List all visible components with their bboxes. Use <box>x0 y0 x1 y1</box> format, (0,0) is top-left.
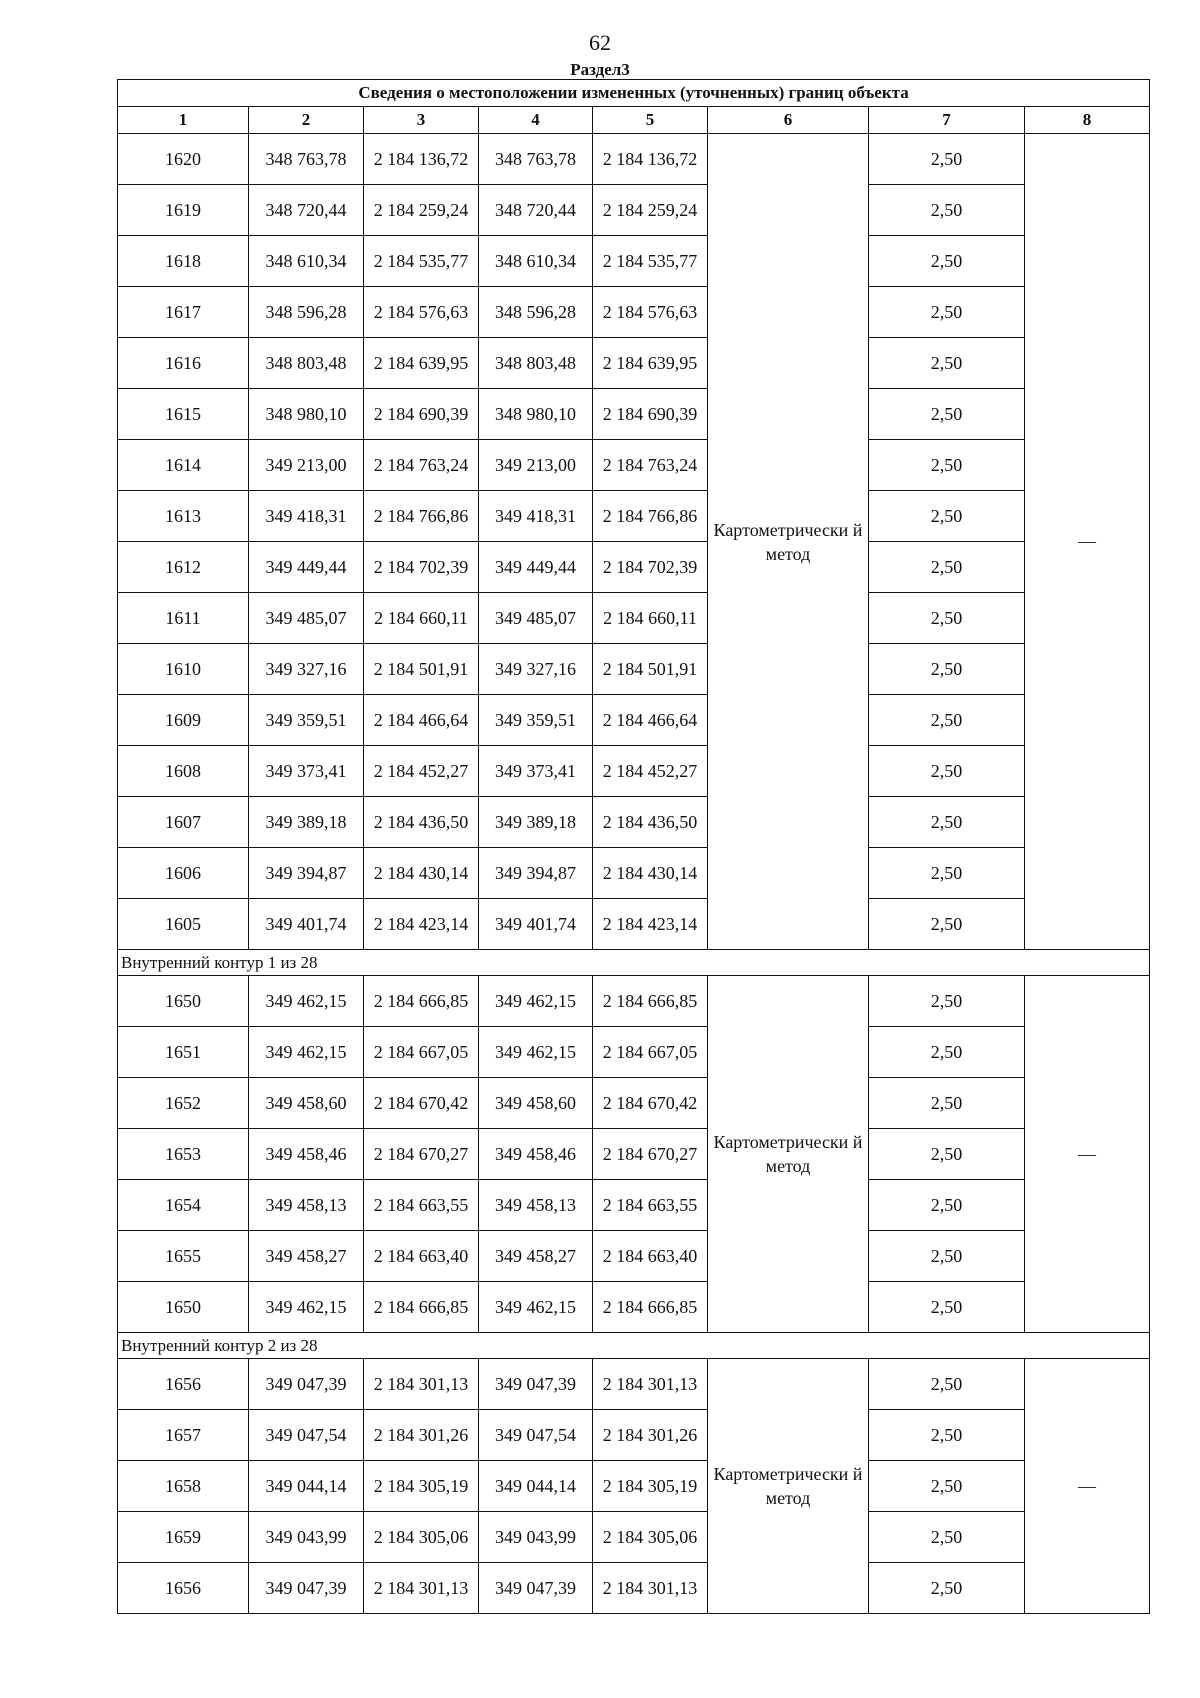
column-number: 5 <box>593 107 708 134</box>
column-number: 6 <box>708 107 869 134</box>
precision-cell: 2,50 <box>869 1027 1025 1078</box>
x-coordinate-cell: 349 462,15 <box>249 1282 364 1333</box>
precision-cell: 2,50 <box>869 899 1025 950</box>
precision-cell: 2,50 <box>869 976 1025 1027</box>
y-coordinate-cell: 2 184 501,91 <box>364 644 479 695</box>
x-coordinate-cell: 349 458,60 <box>249 1078 364 1129</box>
x-coordinate-cell: 349 047,39 <box>479 1359 593 1410</box>
table-row <box>118 976 1150 1027</box>
precision-cell: 2,50 <box>869 1410 1025 1461</box>
y-coordinate-cell: 2 184 576,63 <box>593 287 708 338</box>
y-coordinate-cell: 2 184 660,11 <box>364 593 479 644</box>
point-number-cell: 1614 <box>118 440 249 491</box>
precision-cell: 2,50 <box>869 287 1025 338</box>
y-coordinate-cell: 2 184 305,19 <box>593 1461 708 1512</box>
point-number-cell: 1616 <box>118 338 249 389</box>
y-coordinate-cell: 2 184 670,42 <box>593 1078 708 1129</box>
y-coordinate-cell: 2 184 301,13 <box>593 1563 708 1614</box>
point-number-cell: 1656 <box>118 1359 249 1410</box>
point-number-cell: 1653 <box>118 1129 249 1180</box>
column-number: 2 <box>249 107 364 134</box>
y-coordinate-cell: 2 184 663,55 <box>593 1180 708 1231</box>
y-coordinate-cell: 2 184 259,24 <box>593 185 708 236</box>
point-number-cell: 1615 <box>118 389 249 440</box>
x-coordinate-cell: 349 394,87 <box>479 848 593 899</box>
x-coordinate-cell: 349 458,46 <box>479 1129 593 1180</box>
x-coordinate-cell: 349 418,31 <box>249 491 364 542</box>
column-8-cell: — <box>1025 134 1150 950</box>
contour-subtitle: Внутренний контур 1 из 28 <box>118 950 1150 976</box>
y-coordinate-cell: 2 184 466,64 <box>364 695 479 746</box>
table-row <box>118 542 1150 593</box>
y-coordinate-cell: 2 184 702,39 <box>364 542 479 593</box>
point-number-cell: 1651 <box>118 1027 249 1078</box>
table-row <box>118 1078 1150 1129</box>
precision-cell: 2,50 <box>869 848 1025 899</box>
table-row <box>118 389 1150 440</box>
table-row <box>118 1563 1150 1614</box>
point-number-cell: 1617 <box>118 287 249 338</box>
x-coordinate-cell: 349 449,44 <box>479 542 593 593</box>
point-number-cell: 1650 <box>118 976 249 1027</box>
point-number-cell: 1657 <box>118 1410 249 1461</box>
x-coordinate-cell: 349 485,07 <box>249 593 364 644</box>
precision-cell: 2,50 <box>869 1461 1025 1512</box>
point-number-cell: 1610 <box>118 644 249 695</box>
precision-cell: 2,50 <box>869 1512 1025 1563</box>
precision-cell: 2,50 <box>869 491 1025 542</box>
precision-cell: 2,50 <box>869 1180 1025 1231</box>
point-number-cell: 1620 <box>118 134 249 185</box>
method-cell: Картометрически й метод <box>708 1359 869 1614</box>
x-coordinate-cell: 349 462,15 <box>249 1027 364 1078</box>
point-number-cell: 1612 <box>118 542 249 593</box>
y-coordinate-cell: 2 184 466,64 <box>593 695 708 746</box>
point-number-cell: 1613 <box>118 491 249 542</box>
y-coordinate-cell: 2 184 663,55 <box>364 1180 479 1231</box>
table-row <box>118 1027 1150 1078</box>
x-coordinate-cell: 348 763,78 <box>249 134 364 185</box>
table-title-row <box>118 80 1150 107</box>
y-coordinate-cell: 2 184 305,19 <box>364 1461 479 1512</box>
precision-cell: 2,50 <box>869 1129 1025 1180</box>
y-coordinate-cell: 2 184 690,39 <box>593 389 708 440</box>
x-coordinate-cell: 348 980,10 <box>249 389 364 440</box>
y-coordinate-cell: 2 184 436,50 <box>364 797 479 848</box>
x-coordinate-cell: 348 980,10 <box>479 389 593 440</box>
y-coordinate-cell: 2 184 766,86 <box>593 491 708 542</box>
y-coordinate-cell: 2 184 763,24 <box>593 440 708 491</box>
precision-cell: 2,50 <box>869 338 1025 389</box>
y-coordinate-cell: 2 184 535,77 <box>593 236 708 287</box>
point-number-cell: 1652 <box>118 1078 249 1129</box>
table-row <box>118 134 1150 185</box>
section-label: Раздел3 <box>570 60 630 79</box>
table-row <box>118 1129 1150 1180</box>
x-coordinate-cell: 348 720,44 <box>479 185 593 236</box>
precision-cell: 2,50 <box>869 236 1025 287</box>
x-coordinate-cell: 349 389,18 <box>479 797 593 848</box>
column-number-row <box>118 107 1150 134</box>
point-number-cell: 1654 <box>118 1180 249 1231</box>
y-coordinate-cell: 2 184 305,06 <box>593 1512 708 1563</box>
x-coordinate-cell: 348 596,28 <box>249 287 364 338</box>
y-coordinate-cell: 2 184 452,27 <box>593 746 708 797</box>
y-coordinate-cell: 2 184 301,13 <box>593 1359 708 1410</box>
y-coordinate-cell: 2 184 301,13 <box>364 1563 479 1614</box>
precision-cell: 2,50 <box>869 440 1025 491</box>
precision-cell: 2,50 <box>869 644 1025 695</box>
point-number-cell: 1606 <box>118 848 249 899</box>
point-number-cell: 1607 <box>118 797 249 848</box>
table-row <box>118 1410 1150 1461</box>
x-coordinate-cell: 349 458,13 <box>479 1180 593 1231</box>
y-coordinate-cell: 2 184 670,27 <box>364 1129 479 1180</box>
y-coordinate-cell: 2 184 660,11 <box>593 593 708 644</box>
method-cell: Картометрически й метод <box>708 134 869 950</box>
point-number-cell: 1659 <box>118 1512 249 1563</box>
precision-cell: 2,50 <box>869 389 1025 440</box>
y-coordinate-cell: 2 184 136,72 <box>593 134 708 185</box>
x-coordinate-cell: 349 213,00 <box>249 440 364 491</box>
table-row <box>118 1359 1150 1410</box>
y-coordinate-cell: 2 184 663,40 <box>364 1231 479 1282</box>
table-row <box>118 1461 1150 1512</box>
x-coordinate-cell: 348 720,44 <box>249 185 364 236</box>
column-number: 4 <box>479 107 593 134</box>
column-number: 3 <box>364 107 479 134</box>
column-number: 1 <box>118 107 249 134</box>
x-coordinate-cell: 349 047,39 <box>479 1563 593 1614</box>
x-coordinate-cell: 349 047,39 <box>249 1563 364 1614</box>
x-coordinate-cell: 349 458,46 <box>249 1129 364 1180</box>
precision-cell: 2,50 <box>869 134 1025 185</box>
precision-cell: 2,50 <box>869 1563 1025 1614</box>
point-number-cell: 1609 <box>118 695 249 746</box>
x-coordinate-cell: 349 401,74 <box>249 899 364 950</box>
x-coordinate-cell: 349 389,18 <box>249 797 364 848</box>
precision-cell: 2,50 <box>869 1359 1025 1410</box>
y-coordinate-cell: 2 184 301,26 <box>593 1410 708 1461</box>
page-number: 62 <box>589 30 611 55</box>
x-coordinate-cell: 348 763,78 <box>479 134 593 185</box>
x-coordinate-cell: 349 043,99 <box>249 1512 364 1563</box>
contour-subtitle-row <box>118 1333 1150 1359</box>
precision-cell: 2,50 <box>869 1231 1025 1282</box>
y-coordinate-cell: 2 184 136,72 <box>364 134 479 185</box>
x-coordinate-cell: 349 458,27 <box>249 1231 364 1282</box>
x-coordinate-cell: 349 327,16 <box>479 644 593 695</box>
x-coordinate-cell: 348 803,48 <box>249 338 364 389</box>
y-coordinate-cell: 2 184 667,05 <box>364 1027 479 1078</box>
x-coordinate-cell: 349 394,87 <box>249 848 364 899</box>
table-row <box>118 1180 1150 1231</box>
x-coordinate-cell: 349 359,51 <box>249 695 364 746</box>
y-coordinate-cell: 2 184 305,06 <box>364 1512 479 1563</box>
precision-cell: 2,50 <box>869 185 1025 236</box>
precision-cell: 2,50 <box>869 797 1025 848</box>
y-coordinate-cell: 2 184 423,14 <box>364 899 479 950</box>
y-coordinate-cell: 2 184 670,27 <box>593 1129 708 1180</box>
x-coordinate-cell: 349 359,51 <box>479 695 593 746</box>
y-coordinate-cell: 2 184 666,85 <box>593 976 708 1027</box>
precision-cell: 2,50 <box>869 1282 1025 1333</box>
point-number-cell: 1611 <box>118 593 249 644</box>
table-row <box>118 491 1150 542</box>
table-row <box>118 797 1150 848</box>
y-coordinate-cell: 2 184 423,14 <box>593 899 708 950</box>
table-row <box>118 338 1150 389</box>
x-coordinate-cell: 349 418,31 <box>479 491 593 542</box>
x-coordinate-cell: 349 458,60 <box>479 1078 593 1129</box>
table-row <box>118 287 1150 338</box>
table-row <box>118 185 1150 236</box>
x-coordinate-cell: 349 458,27 <box>479 1231 593 1282</box>
precision-cell: 2,50 <box>869 542 1025 593</box>
point-number-cell: 1619 <box>118 185 249 236</box>
x-coordinate-cell: 349 462,15 <box>479 976 593 1027</box>
y-coordinate-cell: 2 184 301,26 <box>364 1410 479 1461</box>
y-coordinate-cell: 2 184 452,27 <box>364 746 479 797</box>
point-number-cell: 1658 <box>118 1461 249 1512</box>
y-coordinate-cell: 2 184 666,85 <box>364 976 479 1027</box>
table-row <box>118 1512 1150 1563</box>
contour-subtitle-row <box>118 950 1150 976</box>
precision-cell: 2,50 <box>869 593 1025 644</box>
x-coordinate-cell: 348 610,34 <box>479 236 593 287</box>
table-row <box>118 848 1150 899</box>
table-title: Сведения о местоположении измененных (уточненных) границ объекта <box>118 80 1150 107</box>
point-number-cell: 1608 <box>118 746 249 797</box>
table-row <box>118 644 1150 695</box>
y-coordinate-cell: 2 184 663,40 <box>593 1231 708 1282</box>
x-coordinate-cell: 348 596,28 <box>479 287 593 338</box>
method-cell: Картометрически й метод <box>708 976 869 1333</box>
y-coordinate-cell: 2 184 670,42 <box>364 1078 479 1129</box>
table-row <box>118 746 1150 797</box>
x-coordinate-cell: 349 449,44 <box>249 542 364 593</box>
x-coordinate-cell: 349 462,15 <box>249 976 364 1027</box>
y-coordinate-cell: 2 184 430,14 <box>364 848 479 899</box>
y-coordinate-cell: 2 184 702,39 <box>593 542 708 593</box>
table-row <box>118 236 1150 287</box>
table-body <box>118 80 1150 1614</box>
x-coordinate-cell: 349 462,15 <box>479 1027 593 1078</box>
y-coordinate-cell: 2 184 259,24 <box>364 185 479 236</box>
y-coordinate-cell: 2 184 690,39 <box>364 389 479 440</box>
point-number-cell: 1605 <box>118 899 249 950</box>
y-coordinate-cell: 2 184 301,13 <box>364 1359 479 1410</box>
y-coordinate-cell: 2 184 501,91 <box>593 644 708 695</box>
y-coordinate-cell: 2 184 576,63 <box>364 287 479 338</box>
point-number-cell: 1618 <box>118 236 249 287</box>
x-coordinate-cell: 349 044,14 <box>479 1461 593 1512</box>
y-coordinate-cell: 2 184 639,95 <box>364 338 479 389</box>
x-coordinate-cell: 349 373,41 <box>479 746 593 797</box>
coordinates-table <box>117 79 1150 1614</box>
table-row <box>118 440 1150 491</box>
precision-cell: 2,50 <box>869 1078 1025 1129</box>
x-coordinate-cell: 349 047,54 <box>249 1410 364 1461</box>
y-coordinate-cell: 2 184 666,85 <box>364 1282 479 1333</box>
x-coordinate-cell: 349 047,54 <box>479 1410 593 1461</box>
x-coordinate-cell: 349 458,13 <box>249 1180 364 1231</box>
x-coordinate-cell: 348 803,48 <box>479 338 593 389</box>
x-coordinate-cell: 349 043,99 <box>479 1512 593 1563</box>
y-coordinate-cell: 2 184 763,24 <box>364 440 479 491</box>
x-coordinate-cell: 349 327,16 <box>249 644 364 695</box>
x-coordinate-cell: 348 610,34 <box>249 236 364 287</box>
y-coordinate-cell: 2 184 666,85 <box>593 1282 708 1333</box>
precision-cell: 2,50 <box>869 746 1025 797</box>
point-number-cell: 1655 <box>118 1231 249 1282</box>
x-coordinate-cell: 349 213,00 <box>479 440 593 491</box>
table-row <box>118 593 1150 644</box>
column-number: 7 <box>869 107 1025 134</box>
y-coordinate-cell: 2 184 436,50 <box>593 797 708 848</box>
table-row <box>118 1231 1150 1282</box>
x-coordinate-cell: 349 462,15 <box>479 1282 593 1333</box>
point-number-cell: 1656 <box>118 1563 249 1614</box>
column-8-cell: — <box>1025 976 1150 1333</box>
y-coordinate-cell: 2 184 535,77 <box>364 236 479 287</box>
x-coordinate-cell: 349 047,39 <box>249 1359 364 1410</box>
y-coordinate-cell: 2 184 766,86 <box>364 491 479 542</box>
precision-cell: 2,50 <box>869 695 1025 746</box>
x-coordinate-cell: 349 485,07 <box>479 593 593 644</box>
y-coordinate-cell: 2 184 667,05 <box>593 1027 708 1078</box>
point-number-cell: 1650 <box>118 1282 249 1333</box>
table-row <box>118 695 1150 746</box>
x-coordinate-cell: 349 373,41 <box>249 746 364 797</box>
x-coordinate-cell: 349 401,74 <box>479 899 593 950</box>
x-coordinate-cell: 349 044,14 <box>249 1461 364 1512</box>
y-coordinate-cell: 2 184 430,14 <box>593 848 708 899</box>
contour-subtitle: Внутренний контур 2 из 28 <box>118 1333 1150 1359</box>
table-row <box>118 1282 1150 1333</box>
column-number: 8 <box>1025 107 1150 134</box>
table-row <box>118 899 1150 950</box>
column-8-cell: — <box>1025 1359 1150 1614</box>
y-coordinate-cell: 2 184 639,95 <box>593 338 708 389</box>
